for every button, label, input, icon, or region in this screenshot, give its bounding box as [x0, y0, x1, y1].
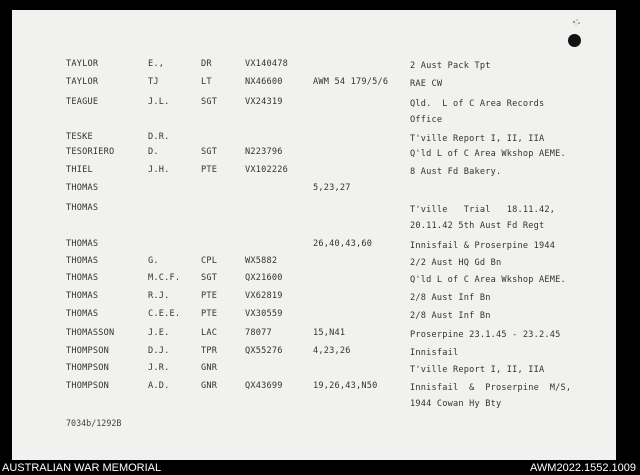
record-references: 5,23,27: [313, 183, 351, 193]
record-surname: THOMPSON: [66, 363, 109, 373]
record-surname: THOMAS: [66, 273, 99, 283]
record-service-number: VX62819: [245, 291, 283, 301]
record-initials: M.C.F.: [148, 273, 181, 283]
reference-code: 7034b/1292B: [66, 418, 122, 428]
record-initials: G.: [148, 256, 159, 266]
record-initials: D.: [148, 147, 159, 157]
record-note: T'ville Report I, II, IIA: [410, 134, 545, 144]
record-service-number: QX43699: [245, 381, 283, 391]
record-surname: THOMAS: [66, 309, 99, 319]
record-surname: TEAGUE: [66, 97, 99, 107]
record-rank: CPL: [201, 256, 218, 266]
record-row: [12, 362, 616, 376]
record-note: 20.11.42 5th Aust Fd Regt: [410, 221, 545, 231]
record-row: [12, 96, 616, 125]
record-row: [12, 255, 616, 269]
record-rank: GNR: [201, 381, 218, 391]
record-initials: J.E.: [148, 328, 170, 338]
record-row: [12, 308, 616, 322]
record-rank: TPR: [201, 346, 218, 356]
record-service-number: VX30559: [245, 309, 283, 319]
record-note: T'ville Trial 18.11.42,: [410, 205, 556, 215]
footer-institution: AUSTRALIAN WAR MEMORIAL: [2, 462, 162, 474]
record-initials: J.L.: [148, 97, 170, 107]
record-rank: LT: [201, 77, 212, 87]
record-rank: SGT: [201, 97, 218, 107]
record-note: Innisfail: [410, 348, 459, 358]
record-rank: PTE: [201, 309, 218, 319]
paper-speck-marks: [568, 16, 588, 28]
record-references: 15,N41: [313, 328, 346, 338]
record-initials: D.R.: [148, 132, 170, 142]
record-note: RAE CW: [410, 79, 443, 89]
record-row: [12, 327, 616, 341]
record-row: [12, 131, 616, 145]
record-rank: LAC: [201, 328, 218, 338]
record-note: 2/8 Aust Inf Bn: [410, 311, 491, 321]
record-row: [12, 345, 616, 359]
record-row: [12, 146, 616, 160]
record-note: Innisfail & Proserpine M/S,: [410, 383, 572, 393]
record-rank: PTE: [201, 291, 218, 301]
document-sheet: [12, 10, 616, 460]
record-references: 19,26,43,N50: [313, 381, 378, 391]
record-service-number: QX55276: [245, 346, 283, 356]
archive-footer: [0, 461, 640, 475]
record-surname: TAYLOR: [66, 59, 99, 69]
record-row: [12, 272, 616, 286]
record-surname: THOMAS: [66, 256, 99, 266]
record-references: 4,23,26: [313, 346, 351, 356]
record-references: AWM 54 179/5/6: [313, 77, 389, 87]
record-row: [12, 164, 616, 178]
record-note: Proserpine 23.1.45 - 23.2.45: [410, 330, 561, 340]
record-surname: TESKE: [66, 132, 93, 142]
record-surname: THOMASSON: [66, 328, 115, 338]
record-note: Innisfail & Proserpine 1944: [410, 241, 556, 251]
punch-hole: [568, 34, 581, 47]
record-surname: THIEL: [66, 165, 93, 175]
record-initials: A.D.: [148, 381, 170, 391]
record-surname: THOMAS: [66, 203, 99, 213]
record-initials: C.E.E.: [148, 309, 181, 319]
record-surname: THOMAS: [66, 183, 99, 193]
record-note: 2 Aust Pack Tpt: [410, 61, 491, 71]
record-surname: TAYLOR: [66, 77, 99, 87]
record-rank: SGT: [201, 273, 218, 283]
record-initials: TJ: [148, 77, 159, 87]
record-initials: J.H.: [148, 165, 170, 175]
record-service-number: VX140478: [245, 59, 288, 69]
record-note: 2/2 Aust HQ Gd Bn: [410, 258, 502, 268]
record-rank: SGT: [201, 147, 218, 157]
record-rank: PTE: [201, 165, 218, 175]
record-note: Office: [410, 115, 443, 125]
record-surname: THOMAS: [66, 291, 99, 301]
record-row: [12, 238, 616, 252]
record-initials: J.R.: [148, 363, 170, 373]
record-row: [12, 76, 616, 90]
record-row: [12, 58, 616, 72]
record-service-number: VX24319: [245, 97, 283, 107]
record-note: T'ville Report I, II, IIA: [410, 365, 545, 375]
record-service-number: NX46600: [245, 77, 283, 87]
record-note: Q'ld L of C Area Wkshop AEME.: [410, 275, 566, 285]
record-rank: GNR: [201, 363, 218, 373]
record-surname: THOMPSON: [66, 381, 109, 391]
record-service-number: QX21600: [245, 273, 283, 283]
record-surname: THOMAS: [66, 239, 99, 249]
record-service-number: 78077: [245, 328, 272, 338]
record-note: 2/8 Aust Inf Bn: [410, 293, 491, 303]
record-note: Q'ld L of C Area Wkshop AEME.: [410, 149, 566, 159]
record-row: [12, 290, 616, 304]
record-service-number: WX5882: [245, 256, 278, 266]
record-surname: THOMPSON: [66, 346, 109, 356]
record-surname: TESORIERO: [66, 147, 115, 157]
record-row: [12, 380, 616, 409]
record-references: 26,40,43,60: [313, 239, 373, 249]
record-note: 8 Aust Fd Bakery.: [410, 167, 502, 177]
record-service-number: N223796: [245, 147, 283, 157]
record-row: [12, 202, 616, 231]
record-note: Qld. L of C Area Records: [410, 99, 545, 109]
record-initials: E.,: [148, 59, 165, 69]
record-service-number: VX102226: [245, 165, 288, 175]
record-note: 1944 Cowan Hy Bty: [410, 399, 502, 409]
record-initials: D.J.: [148, 346, 170, 356]
record-initials: R.J.: [148, 291, 170, 301]
record-row: [12, 182, 616, 196]
record-rank: DR: [201, 59, 212, 69]
footer-accession-number: AWM2022.1552.1009: [530, 462, 636, 474]
